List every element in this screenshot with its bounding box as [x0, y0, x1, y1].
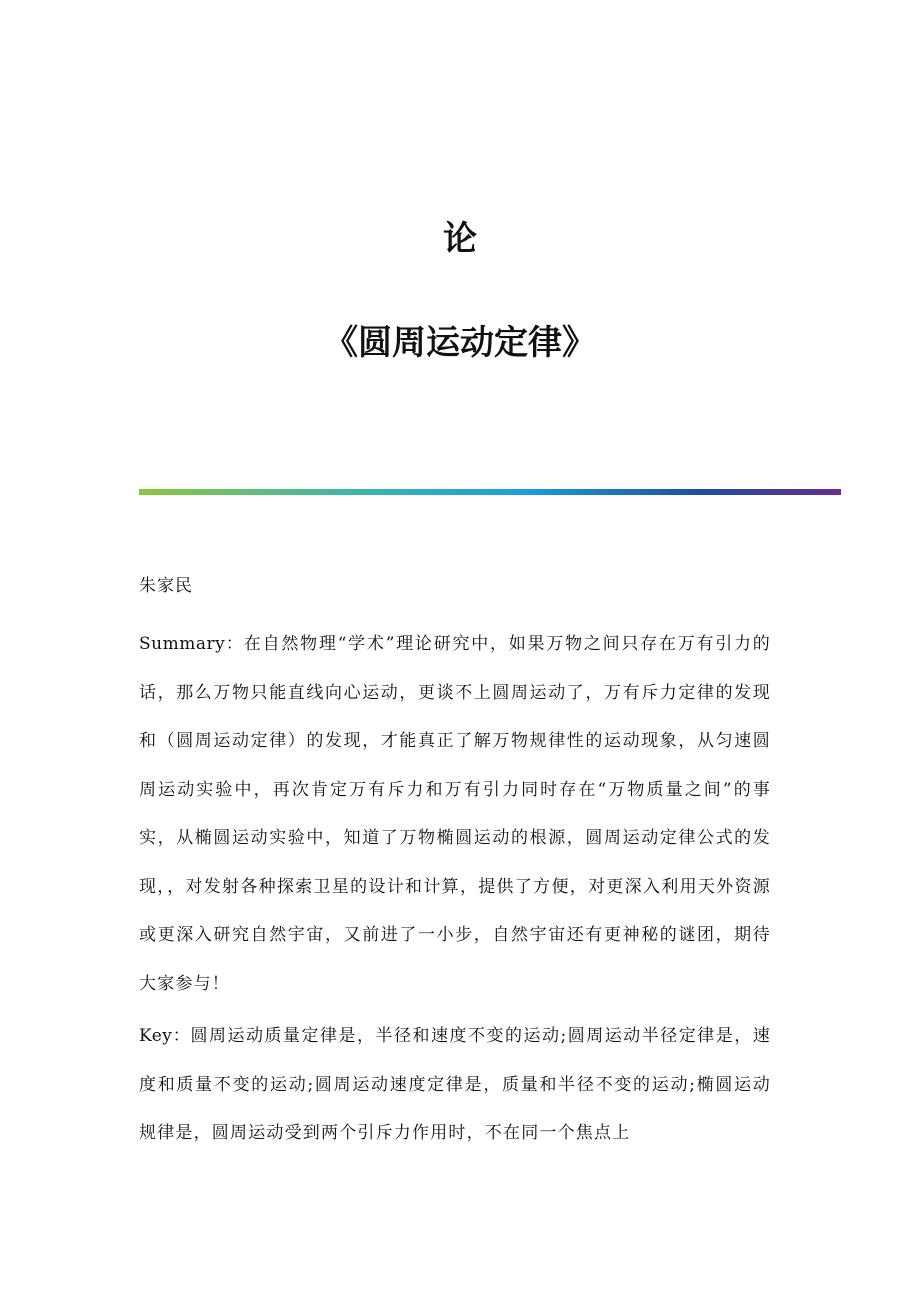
- keywords-label: Key：: [139, 1026, 191, 1046]
- keywords-text: 圆周运动质量定律是，半径和速度不变的运动;圆周运动半径定律是，速度和质量不变的运动;圆周运动速度定律是，质量和半径不变的运动;椭圆运动规律是，圆周运动受到两个引斥力作用时，不在同一个焦点上: [139, 1026, 771, 1143]
- summary-text: 在自然物理“学术”理论研究中，如果万物之间只存在万有引力的话，那么万物只能直线向心运动，更谈不上圆周运动了，万有斥力定律的发现和（圆周运动定律）的发现，才能真正了解万物规律性的运动现象，从匀速圆周运动实验中，再次肯定万有斥力和万有引力同时存在“万物质量之间”的事实，从椭圆运动实验中，知道了万物椭圆运动的根源，圆周运动定律公式的发现，，对发射各种探索卫星的设计和计算，提供了方便，对更深入利用天外资源或更深入研究自然宇宙，又前进了一小步，自然宇宙还有更神秘的谜团，期待大家参与！: [139, 634, 771, 994]
- author-name: 朱家民: [139, 576, 193, 596]
- summary-paragraph: [139, 620, 771, 1008]
- document-title-prefix: 论: [443, 219, 477, 259]
- keywords-paragraph: [139, 1012, 771, 1158]
- document-title: 《圆周运动定律》: [324, 323, 596, 363]
- gradient-divider: [139, 489, 841, 495]
- summary-label: Summary：: [139, 634, 244, 654]
